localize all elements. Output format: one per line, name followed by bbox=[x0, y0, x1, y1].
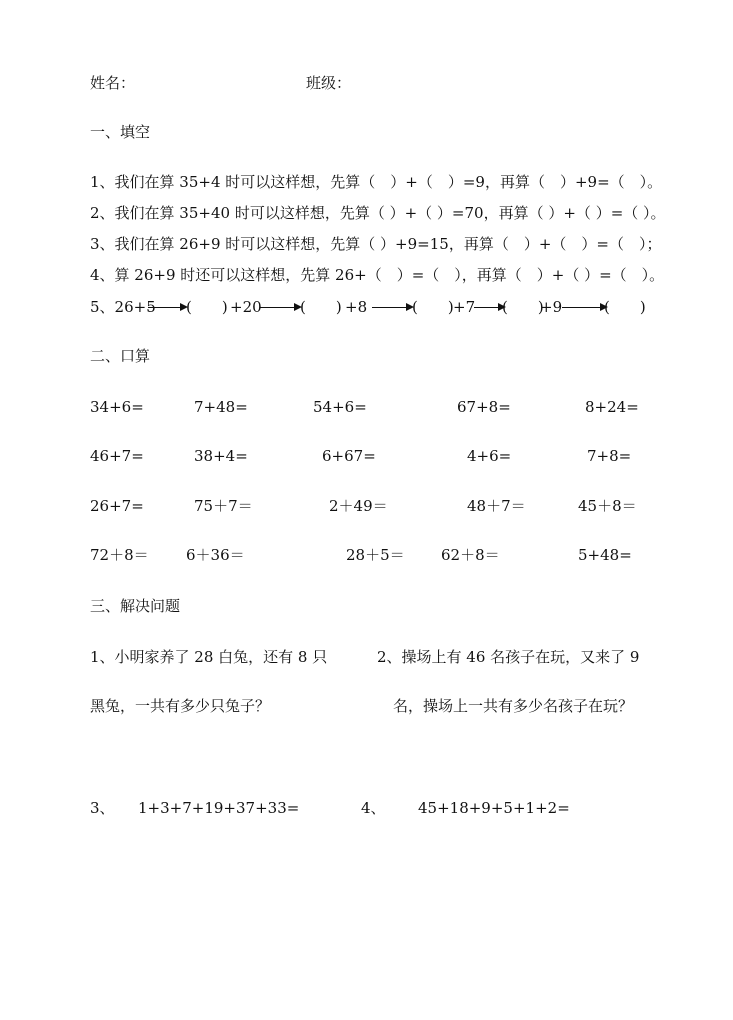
math-item: 34+6= bbox=[90, 398, 144, 416]
math-item: 4+6= bbox=[467, 447, 512, 465]
problem-1-line-1: 1、小明家养了 28 白兔，还有 8 只 bbox=[90, 648, 328, 666]
chain-blank-5: ( ) bbox=[604, 298, 646, 316]
class-label: 班级： bbox=[306, 74, 352, 92]
chain-start: 5、26+5 bbox=[90, 298, 156, 316]
section-mental-math-title: 二、口算 bbox=[90, 347, 151, 365]
math-item: 26+7= bbox=[90, 497, 144, 515]
math-item: 62＋8＝ bbox=[441, 546, 500, 564]
math-item: 7+8= bbox=[587, 447, 632, 465]
fill-question-1: 1、我们在算 35+4 时可以这样想，先算（ ）+（ ）=9，再算（ ）+9=（ ）。 bbox=[90, 173, 663, 191]
chain-op-3: +7 bbox=[453, 298, 476, 316]
section-fill-blank-title: 一、填空 bbox=[90, 123, 151, 141]
chain-blank-3: ( ) bbox=[412, 298, 454, 316]
math-item: 28＋5＝ bbox=[346, 546, 405, 564]
math-item: 6+67= bbox=[322, 447, 376, 465]
arrow-icon bbox=[260, 297, 302, 317]
problem-1-line-2: 黑兔，一共有多少只兔子？ bbox=[90, 697, 271, 715]
math-item: 38+4= bbox=[194, 447, 248, 465]
name-label: 姓名： bbox=[90, 74, 136, 92]
chain-blank-4: ( ) bbox=[502, 298, 544, 316]
fill-question-3: 3、我们在算 26+9 时可以这样想，先算（ ）+9=15，再算（ ）+（ ）=（ ）； bbox=[90, 235, 662, 253]
fill-question-5 bbox=[90, 297, 650, 319]
problem-3-number: 3、 bbox=[90, 799, 115, 817]
problem-4-expression: 45+18+9+5+1+2= bbox=[418, 799, 570, 817]
problem-2-line-1: 2、操场上有 46 名孩子在玩，又来了 9 bbox=[377, 648, 640, 666]
fill-question-2: 2、我们在算 35+40 时可以这样想，先算（ ）+（ ）=70，再算（ ）+（ ）=（ ）。 bbox=[90, 204, 666, 222]
math-item: 75＋7＝ bbox=[194, 497, 253, 515]
math-item: 45＋8＝ bbox=[578, 497, 637, 515]
arrow-icon bbox=[562, 297, 608, 317]
chain-blank-1: ( ) bbox=[186, 298, 228, 316]
arrow-icon bbox=[148, 297, 188, 317]
arrow-icon bbox=[372, 297, 414, 317]
math-item: 46+7= bbox=[90, 447, 144, 465]
problem-4-number: 4、 bbox=[361, 799, 386, 817]
chain-blank-2: ( ) bbox=[300, 298, 342, 316]
math-item: 7+48= bbox=[194, 398, 248, 416]
chain-op-2: +8 bbox=[345, 298, 368, 316]
problem-3-expression: 1+3+7+19+37+33= bbox=[138, 799, 300, 817]
math-item: 72＋8＝ bbox=[90, 546, 149, 564]
fill-question-4: 4、算 26+9 时还可以这样想，先算 26+（ ）=（ ），再算（ ）+（ ）=（ ）。 bbox=[90, 266, 665, 284]
problem-2-line-2: 名，操场上一共有多少名孩子在玩？ bbox=[393, 697, 634, 715]
math-item: 5+48= bbox=[578, 546, 632, 564]
math-item: 67+8= bbox=[457, 398, 511, 416]
math-item: 8+24= bbox=[585, 398, 639, 416]
chain-op-1: +20 bbox=[230, 298, 262, 316]
math-item: 6＋36＝ bbox=[186, 546, 245, 564]
math-item: 54+6= bbox=[313, 398, 367, 416]
section-problem-solving-title: 三、解决问题 bbox=[90, 597, 181, 615]
math-item: 48＋7＝ bbox=[467, 497, 526, 515]
math-item: 2＋49＝ bbox=[329, 497, 388, 515]
chain-op-4: +9 bbox=[540, 298, 563, 316]
